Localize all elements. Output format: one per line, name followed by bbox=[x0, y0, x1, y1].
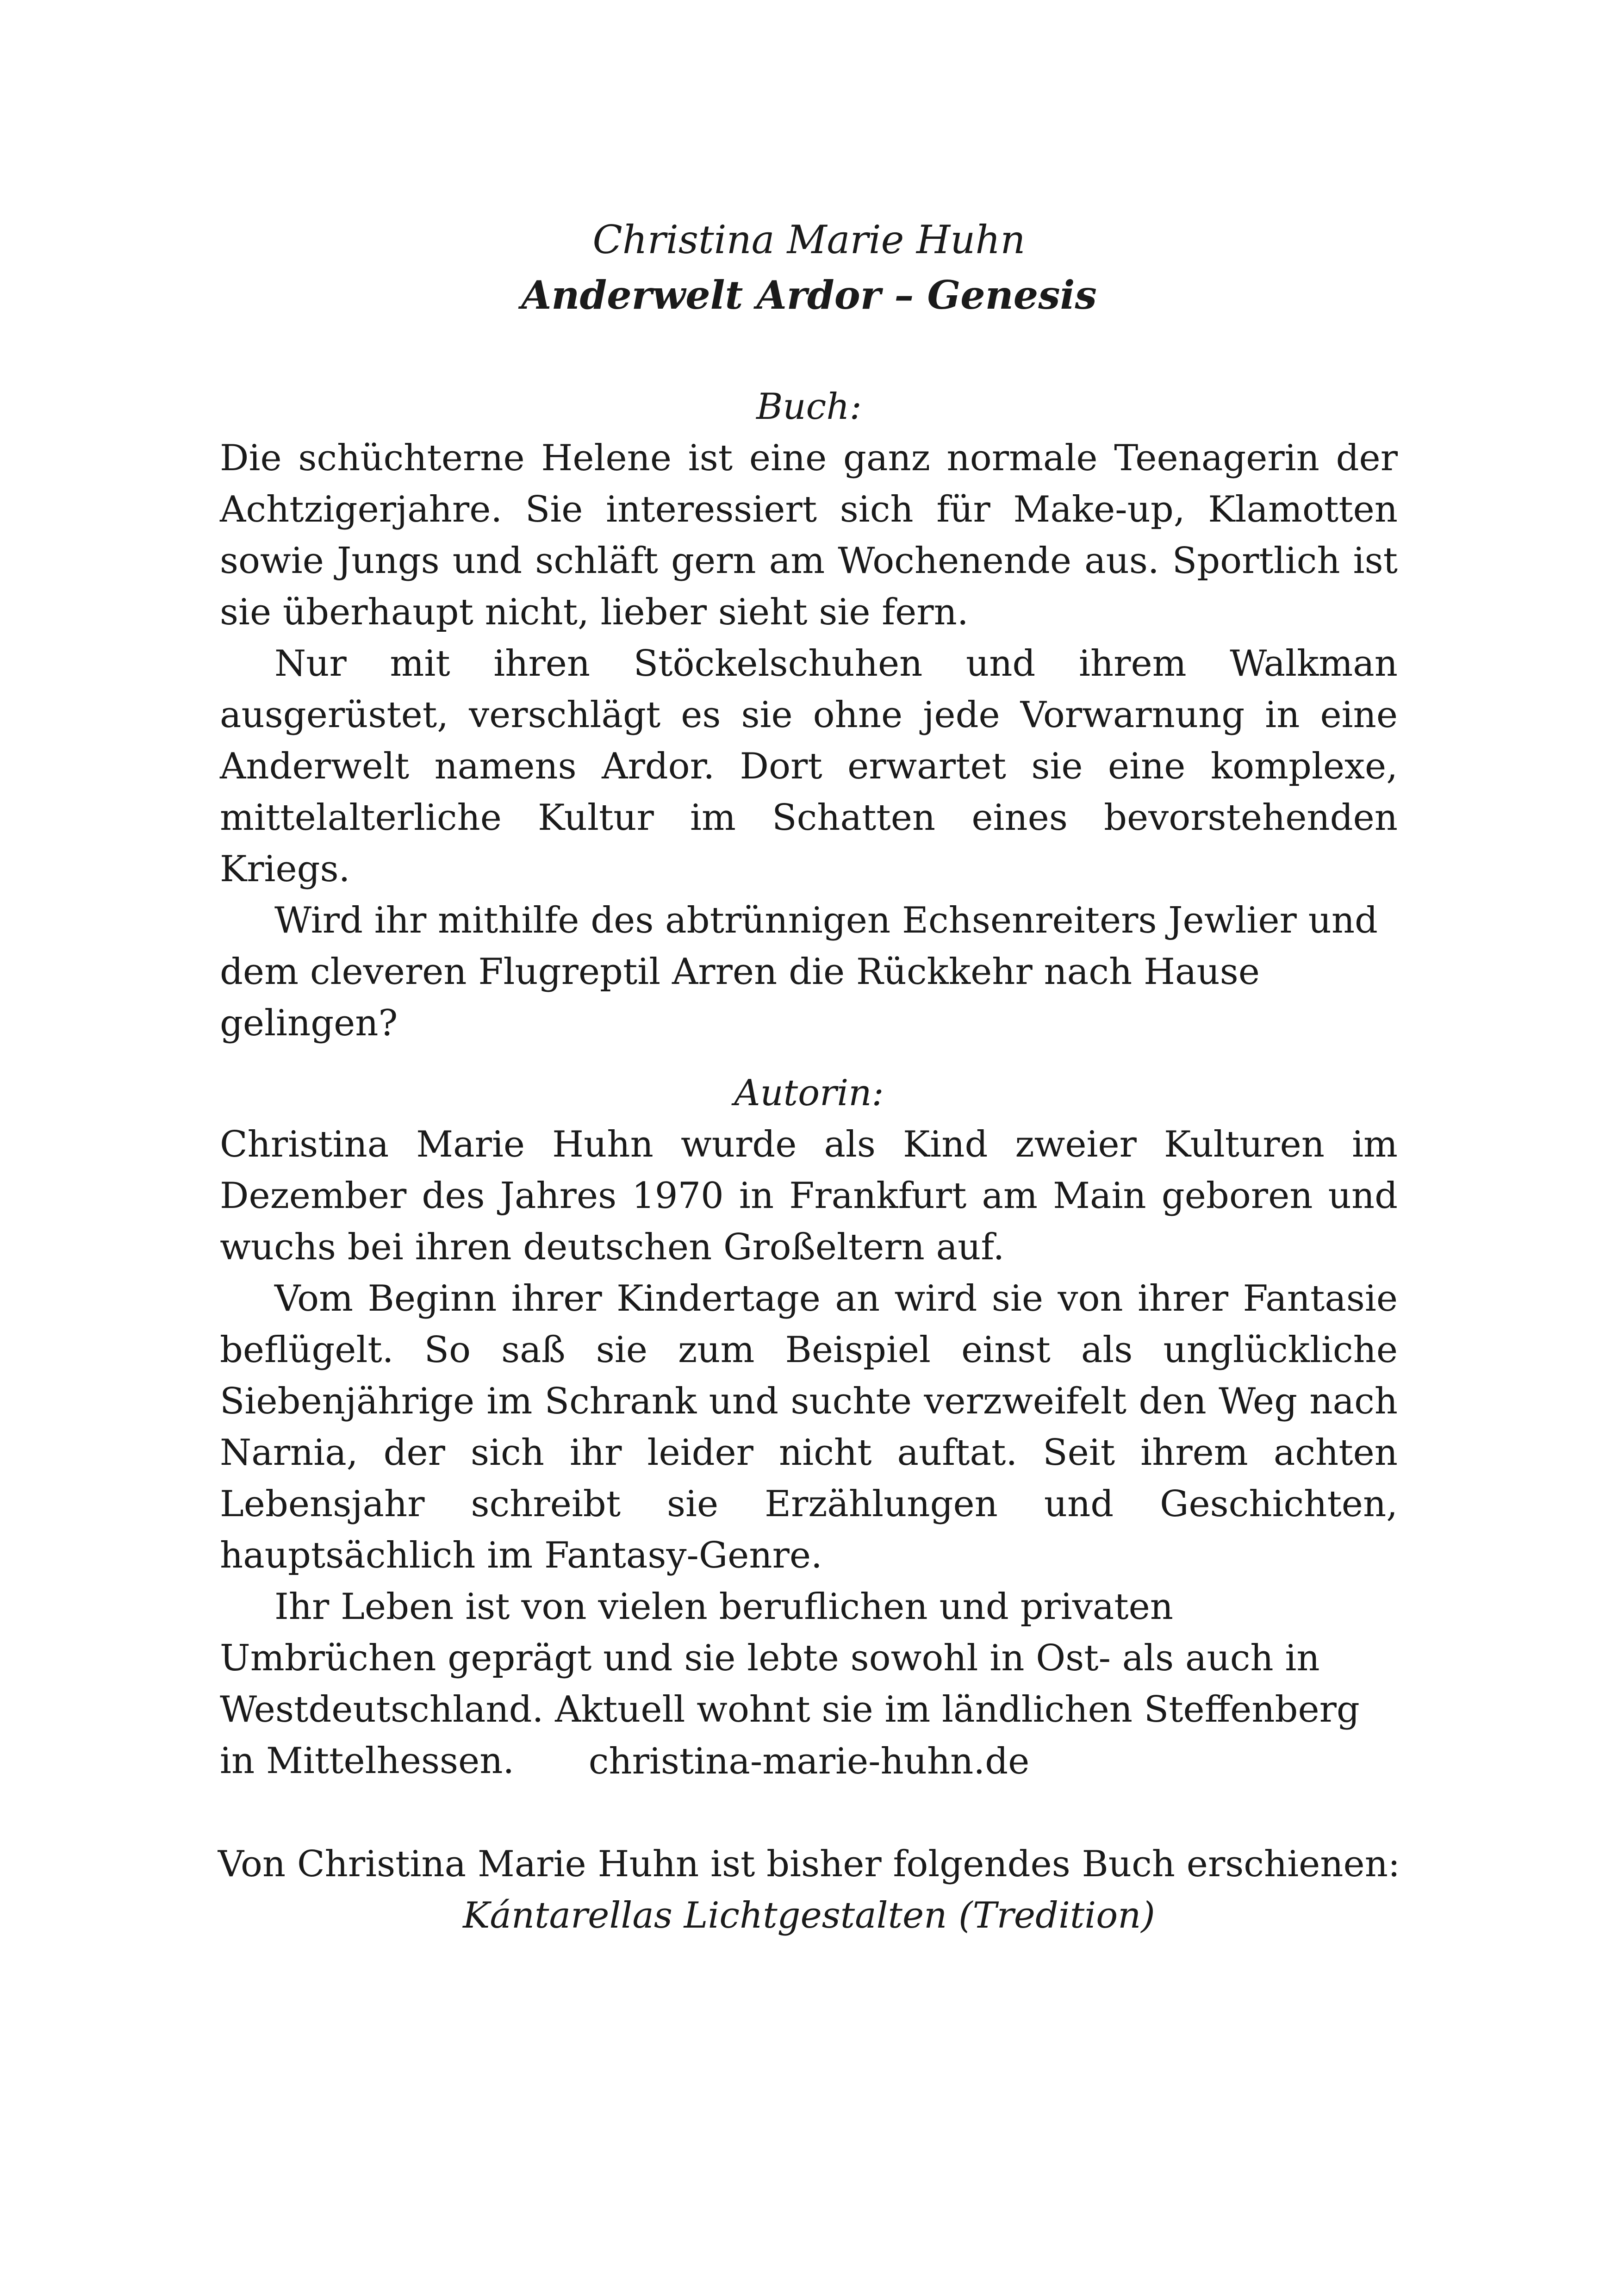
author-name: Christina Marie Huhn bbox=[592, 217, 1026, 262]
book-paragraph: Die schüchterne Helene ist eine ganz normale Teenagerin der Achtzigerjahre. Sie interessiert sich für Make-up, Klamotten sowie Jungs und schläft gern am Wochenende aus. Sportlich ist sie überhaupt nicht, lieber sieht sie fern. bbox=[220, 437, 1398, 633]
book-paragraph: Nur mit ihren Stöckelschuhen und ihrem Walkman ausgerüstet, verschlägt es sie ohne jede Vorwarnung in eine Anderwelt namens Ardor. Dort erwartet sie eine komplexe, mittelalterliche Kultur im Schatten eines bevorstehenden Kriegs. bbox=[220, 643, 1398, 890]
bio-paragraph: Christina Marie Huhn wurde als Kind zweier Kulturen im Dezember des Jahres 1970 in Frankfurt am Main geboren und wuchs bei ihren deutschen Großeltern auf. bbox=[220, 1124, 1398, 1268]
author-website: christina-marie-huhn.de bbox=[588, 1741, 1030, 1782]
book-title: Anderwelt Ardor – Genesis bbox=[521, 272, 1097, 318]
author-section-heading: Autorin: bbox=[734, 1072, 884, 1114]
bio-paragraph: Vom Beginn ihrer Kindertage an wird sie von ihrer Fantasie beflügelt. So saß sie zum Beispiel einst als unglückliche Siebenjährige im Schrank und suchte verzweifelt den Weg nach Narnia, der sich ihr leider nicht auftat. Seit ihrem achten Lebensjahr schreibt sie Erzählungen und Geschichten, hauptsächlich im Fantasy-Genre. bbox=[220, 1278, 1398, 1576]
publications-intro: Von Christina Marie Huhn ist bisher folgendes Buch erschienen: bbox=[218, 1843, 1400, 1885]
book-description bbox=[220, 433, 1398, 1049]
book-paragraph: Wird ihr mithilfe des abtrünnigen Echsenreiters Jewlier und dem cleveren Flugreptil Arren die Rückkehr nach Hause gelingen? bbox=[220, 900, 1378, 1044]
publication-title: Kántarellas Lichtgestalten (Tredition) bbox=[463, 1895, 1155, 1936]
book-section-heading: Buch: bbox=[756, 386, 862, 428]
author-biography bbox=[220, 1119, 1398, 1787]
bio-paragraph: Ihr Leben ist von vielen beruflichen und privaten Umbrüchen geprägt und sie lebte sowohl in Ost- als auch in Westdeutschland. Aktuell wohnt sie im ländlichen Steffenberg in Mittelhessen. bbox=[220, 1586, 1360, 1782]
